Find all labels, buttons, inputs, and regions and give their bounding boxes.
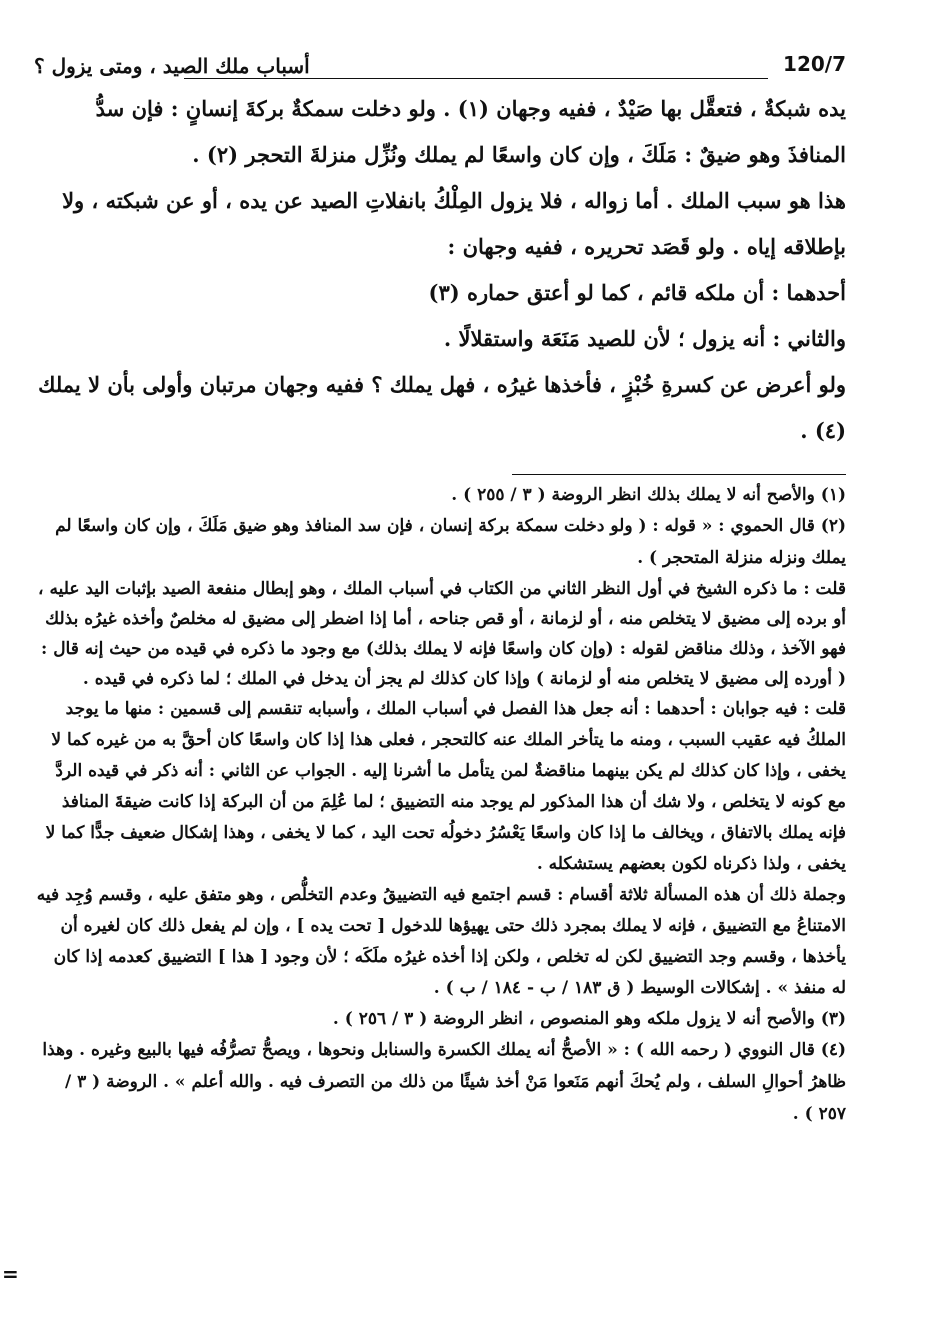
margin-marker: = [2,1262,19,1286]
book-page [34,30,846,1320]
footnote-2: (٢) قال الحموي : « قوله : ( ولو دخلت سمكة بركة إنسان ، فإن سد المنافذ وهو ضيق مَلَكَ ، وإن كان واسعًا لم يملك ونزله منزلة المتحجر ) . [55,516,846,568]
footnote-3: (٣) والأصح أنه لا يزول ملكه وهو المنصوص ، انظر الروضة ( ٣ / ٢٥٦ ) . [332,1009,846,1029]
page-number: 120/7 [783,52,846,76]
main-paragraph-1: يده شبكةٌ ، فتعقَّل بها صَيْدٌ ، ففيه وجهان (١) . ولو دخلت سمكةٌ بركةَ إنسانٍ : فإن سدُّ المنافذَ وهو ضيقٌ : مَلَكَ ، وإن كان واسعًا لم يملك ونُزِّل منزلةَ التحجر (٢) . [95,96,846,167]
footnote-separator [34,454,846,480]
main-paragraph-4: والثاني : أنه يزول ؛ لأن للصيد مَنَعَة واستقلالًا . [443,326,846,351]
main-paragraph-2: هذا هو سبب الملك . أما زواله ، فلا يزول المِلْكُ بانفلاتِ الصيد عن يده ، أو عن شبكته ، ولا بإطلاقه إياه . ولو قَصَد تحريره ، ففيه وجهان : [62,188,846,259]
footnotes [34,480,846,1130]
footnote-2-comment-2: قلت : فيه جوابان : أحدهما : أنه جعل هذا الفصل في أسباب الملك ، وأسبابه تنقسم إلى قسمين : منها ما يوجد الملكُ فيه عقيب السبب ، ومنه ما يتأخر الملك عنه كالتحجر ، فعلى هذا إذا كان واسعًا كان أحقَّ به من غيره كما لا يخفى ، وإذا كان كذلك لم يكن بينهما مناقضةٌ لمن يتأمل ما أشرنا إليه . الجواب عن الثاني : أنه ذكر في قيده الردَّ مع كونه لا يتخلص ، ولا شك أن هذا المذكور لم يوجد منه التضييق ؛ لما عُلِمَ من أن البركة إذا كانت ضيقةَ المنافذ فإنه يملك بالاتفاق ، ويخالف ما إذا كان واسعًا يَعْسُرُ دخولُه تحت اليد ، كما لا يخفى ، وهذا إشكال ضعيف جدًّا كما لا يخفى ، ولذا ذكرناه لكون بعضهم يستشكله . [45,699,846,874]
footnote-rule [512,474,846,475]
footnote-2-comment-1: قلت : ما ذكره الشيخ في أول النظر الثاني من الكتاب في أسباب الملك ، وهو إبطال منفعة الصيد بإثبات اليد عليه ، أو برده إلى مضيق لا يتخلص منه ، أو لزمانة ، أو قص جناحه ، أما إذا اضطر إلى مضيق له مخلصٌ وأخذه غيرُه بذلك فهو الآخذ ، وذلك مناقض لقوله : (وإن كان واسعًا فإنه لا يملك بذلك) مع وجود ما ذكره في قيده من حيث إنه قال : ( أورده إلى مضيق لا يتخلص منه أو لزمانة ) وإذا كان كذلك لم يجز أن يدخل في الملك ؛ لما ذكره في قيده . [38,579,846,689]
main-paragraph-5: ولو أعرض عن كسرةِ خُبْزٍ ، فأخذها غيرُه ، فهل يملك ؟ ففيه وجهان مرتبان وأولى بأن لا يملك (٤) . [38,372,846,443]
footnote-4: (٤) قال النووي ( رحمه الله ) : « الأصحُّ أنه يملك الكسرة والسنابل ونحوها ، ويصحُّ تصرُّفُه فيها بالبيع وغيره . وهذا ظاهرُ أحوالِ السلف ، ولم يُحكَ أنهم مَنَعوا مَنْ أخذ شيئًا من ذلك من التصرف فيه . والله أعلم » . الروضة ( ٣ / ٢٥٧ ) . [42,1040,846,1124]
running-header [34,30,846,86]
footnote-2-summary: وجملة ذلك أن هذه المسألة ثلاثة أقسام : قسم اجتمع فيه التضييقُ وعدم التخلُّص ، وهو متفق عليه ، وقسم وُجِد فيه الامتناعُ مع التضييق ، فإنه لا يملك بمجرد ذلك حتى يهيؤها للدخول [ تحت يده ] ، وإن لم يفعل ذلك كان لغيره أن يأخذها ، وقسم وجد التضييق لكن له تخلص ، ولكن إذا أخذه غيرُه ملَكَه ؛ لأن وجود [ هذا ] التضييق كعدمه إذا كان له منفذ » . إشكالات الوسيط ( ق ١٨٣ / ب - ١٨٤ / ب ) . [36,885,846,998]
footnote-1: (١) والأصح أنه لا يملك بذلك انظر الروضة ( ٣ / ٢٥٥ ) . [451,485,846,505]
header-rule [184,78,768,79]
main-paragraph-3: أحدهما : أن ملكه قائم ، كما لو أعتق حماره (٣) [428,280,846,305]
running-title: أسباب ملك الصيد ، ومتى يزول ؟ [34,54,310,78]
main-text [34,86,846,454]
